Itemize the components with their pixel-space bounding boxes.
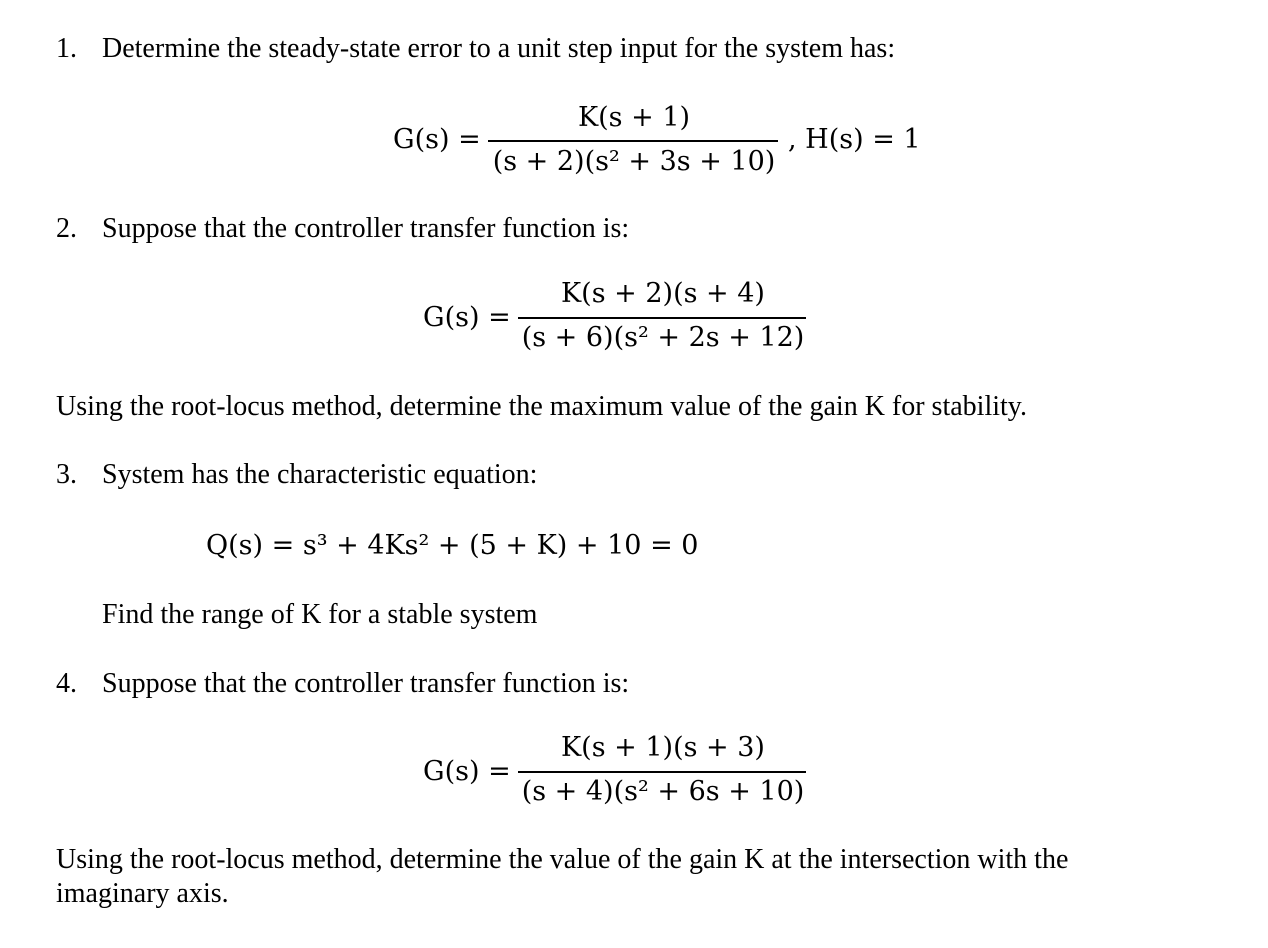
problem-1-text: Determine the steady-state error to a unit step input for the system has: [102, 33, 896, 64]
problem-4-denominator: (s + 4)(s² + 6s + 10) [521, 776, 805, 807]
problem-1-fraction-bar [488, 140, 778, 142]
problem-1-suffix: , H(s) = 1 [788, 124, 921, 155]
problem-1-denominator: (s + 2)(s² + 3s + 10) [492, 146, 776, 177]
problem-3-equation: Q(s) = s³ + 4Ks² + (5 + K) + 10 = 0 [206, 530, 699, 561]
problem-2-text: Suppose that the controller transfer function is: [102, 213, 630, 244]
problem-1-lhs: G(s) = [393, 124, 481, 155]
problem-4-numerator: K(s + 1)(s + 3) [561, 732, 765, 763]
problem-4-question-line2: imaginary axis. [56, 878, 229, 909]
problem-4-text: Suppose that the controller transfer function is: [102, 668, 630, 699]
problem-2-question: Using the root-locus method, determine the maximum value of the gain K for stability. [56, 391, 1027, 422]
problem-2-denominator: (s + 6)(s² + 2s + 12) [521, 322, 805, 353]
problem-2-number: 2. [56, 213, 77, 244]
problem-2-numerator: K(s + 2)(s + 4) [561, 278, 765, 309]
problem-4-question-line1: Using the root-locus method, determine the value of the gain K at the intersection with the [56, 844, 1069, 875]
problem-3-text: System has the characteristic equation: [102, 459, 538, 490]
problem-2-fraction-bar [518, 317, 806, 319]
problem-3-question: Find the range of K for a stable system [102, 599, 538, 630]
problem-4-number: 4. [56, 668, 77, 699]
problem-2-lhs: G(s) = [423, 302, 511, 333]
problem-3-number: 3. [56, 459, 77, 490]
problem-1-number: 1. [56, 33, 77, 64]
problem-1-numerator: K(s + 1) [577, 102, 691, 133]
problem-4-lhs: G(s) = [423, 756, 511, 787]
problem-4-fraction-bar [518, 771, 806, 773]
